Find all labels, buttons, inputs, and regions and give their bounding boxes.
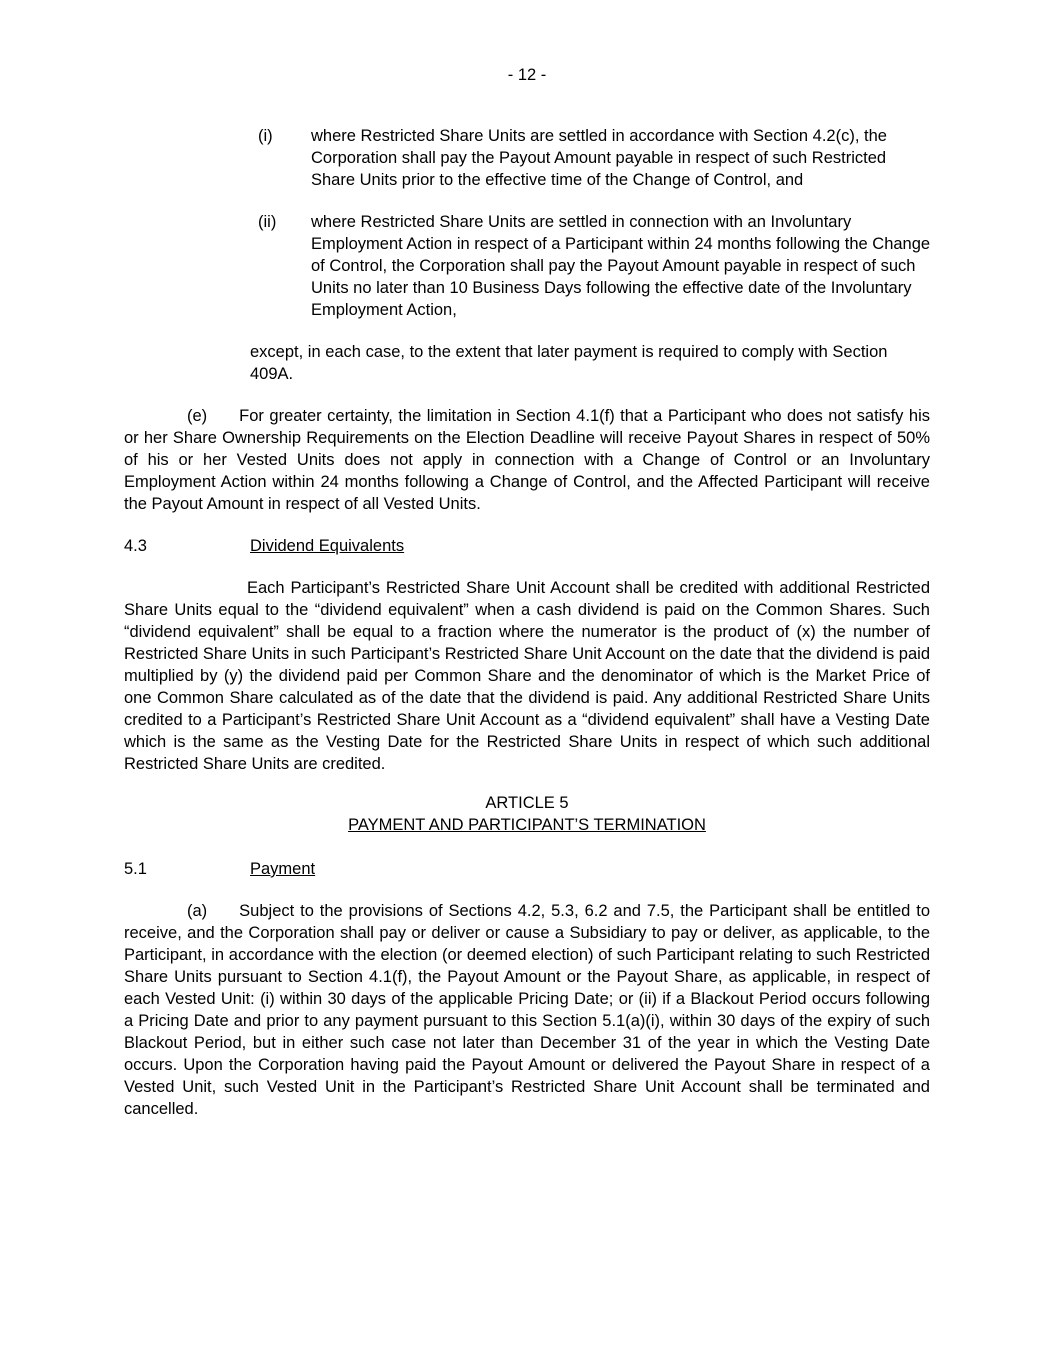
clause-i xyxy=(258,125,931,191)
article-5-subtitle: PAYMENT AND PARTICIPANT’S TERMINATION xyxy=(348,816,706,834)
article-5-heading xyxy=(124,792,930,836)
section-4-3-title: Dividend Equivalents xyxy=(250,537,405,555)
paragraph-e-marker: (e) xyxy=(187,407,208,425)
paragraph-a-text: Subject to the provisions of Sections 4.2, 5.3, 6.2 and 7.5, the Participant shall be entitled to receive, and the Corporation shall pay or deliver or cause a Subsidiary to pay or deliver, as applicable, to the Participant, in accordance with the election (or deemed election) of such Participant relating to such Restricted Share Units pursuant to Section 4.1(f), the Payout Amount or the Payout Share, as applicable, in respect of each Vested Unit: (i) within 30 days of the applicable Pricing Date; or (ii) if a Blackout Period occurs following a Pricing Date and prior to any payment pursuant to this Section 5.1(a)(i), within 30 days of the expiry of such Blackout Period, but in either such case not later than December 31 of the year in which the Vesting Date occurs. Upon the Corporation having paid the Payout Amount or delivered the Payout Share in respect of a Vested Unit, such Vested Unit in the Participant’s Restricted Share Unit Account shall be terminated and cancelled. xyxy=(124,902,930,1118)
section-5-1-title: Payment xyxy=(250,860,316,878)
section-4-3-heading xyxy=(124,535,930,557)
clause-i-marker: (i) xyxy=(258,127,273,145)
section-5-1-number: 5.1 xyxy=(124,860,147,878)
article-5-title: ARTICLE 5 xyxy=(485,794,569,812)
paragraph-e-text: For greater certainty, the limitation in Section 4.1(f) that a Participant who does not satisfy his or her Share Ownership Requirements on the Election Deadline will receive Payout Shares in respect of 50% of his or her Vested Units does not apply in connection with a Change of Control or an Involuntary Employment Action within 24 months following a Change of Control, and the Affected Participant will receive the Payout Amount in respect of all Vested Units. xyxy=(124,407,930,513)
paragraph-a xyxy=(124,900,930,1120)
page-number: - 12 - xyxy=(507,66,547,84)
clause-ii-text: where Restricted Share Units are settled in connection with an Involuntary Employment Action in respect of a Participant within 24 months following the Change of Control, the Corporation shall pay the Payout Amount payable in respect of such Units no later than 10 Business Days following the effective date of the Involuntary Employment Action, xyxy=(311,213,931,319)
paragraph-e xyxy=(124,405,930,515)
except-clause: except, in each case, to the extent that later payment is required to comply with Section 409A. xyxy=(250,343,888,383)
section-5-1-heading xyxy=(124,858,930,880)
document-content xyxy=(124,64,930,1140)
section-4-3-number: 4.3 xyxy=(124,537,147,555)
clause-ii xyxy=(258,211,931,321)
section-4-3-body: Each Participant’s Restricted Share Unit Account shall be credited with additional Restricted Share Units equal to the “dividend equivalent” when a cash dividend is paid on the Common Shares. Such “dividend equivalent” shall be equal to a fraction where the numerator is the product of (x) the number of Restricted Share Units in such Participant’s Restricted Share Unit Account on the date that the dividend is paid multiplied by (y) the dividend paid per Common Share and the denominator of which is the Market Price of one Common Share calculated as of the date that the dividend is paid. Any additional Restricted Share Units credited to a Participant’s Restricted Share Unit Account as a “dividend equivalent” shall have a Vesting Date which is the same as the Vesting Date for the Restricted Share Units in respect of which such additional Restricted Share Units are credited. xyxy=(124,579,930,773)
clause-i-text: where Restricted Share Units are settled in accordance with Section 4.2(c), the Corporation shall pay the Payout Amount payable in respect of such Restricted Share Units prior to the effective time of the Change of Control, and xyxy=(311,127,887,189)
paragraph-a-marker: (a) xyxy=(187,902,208,920)
clause-ii-marker: (ii) xyxy=(258,213,277,231)
